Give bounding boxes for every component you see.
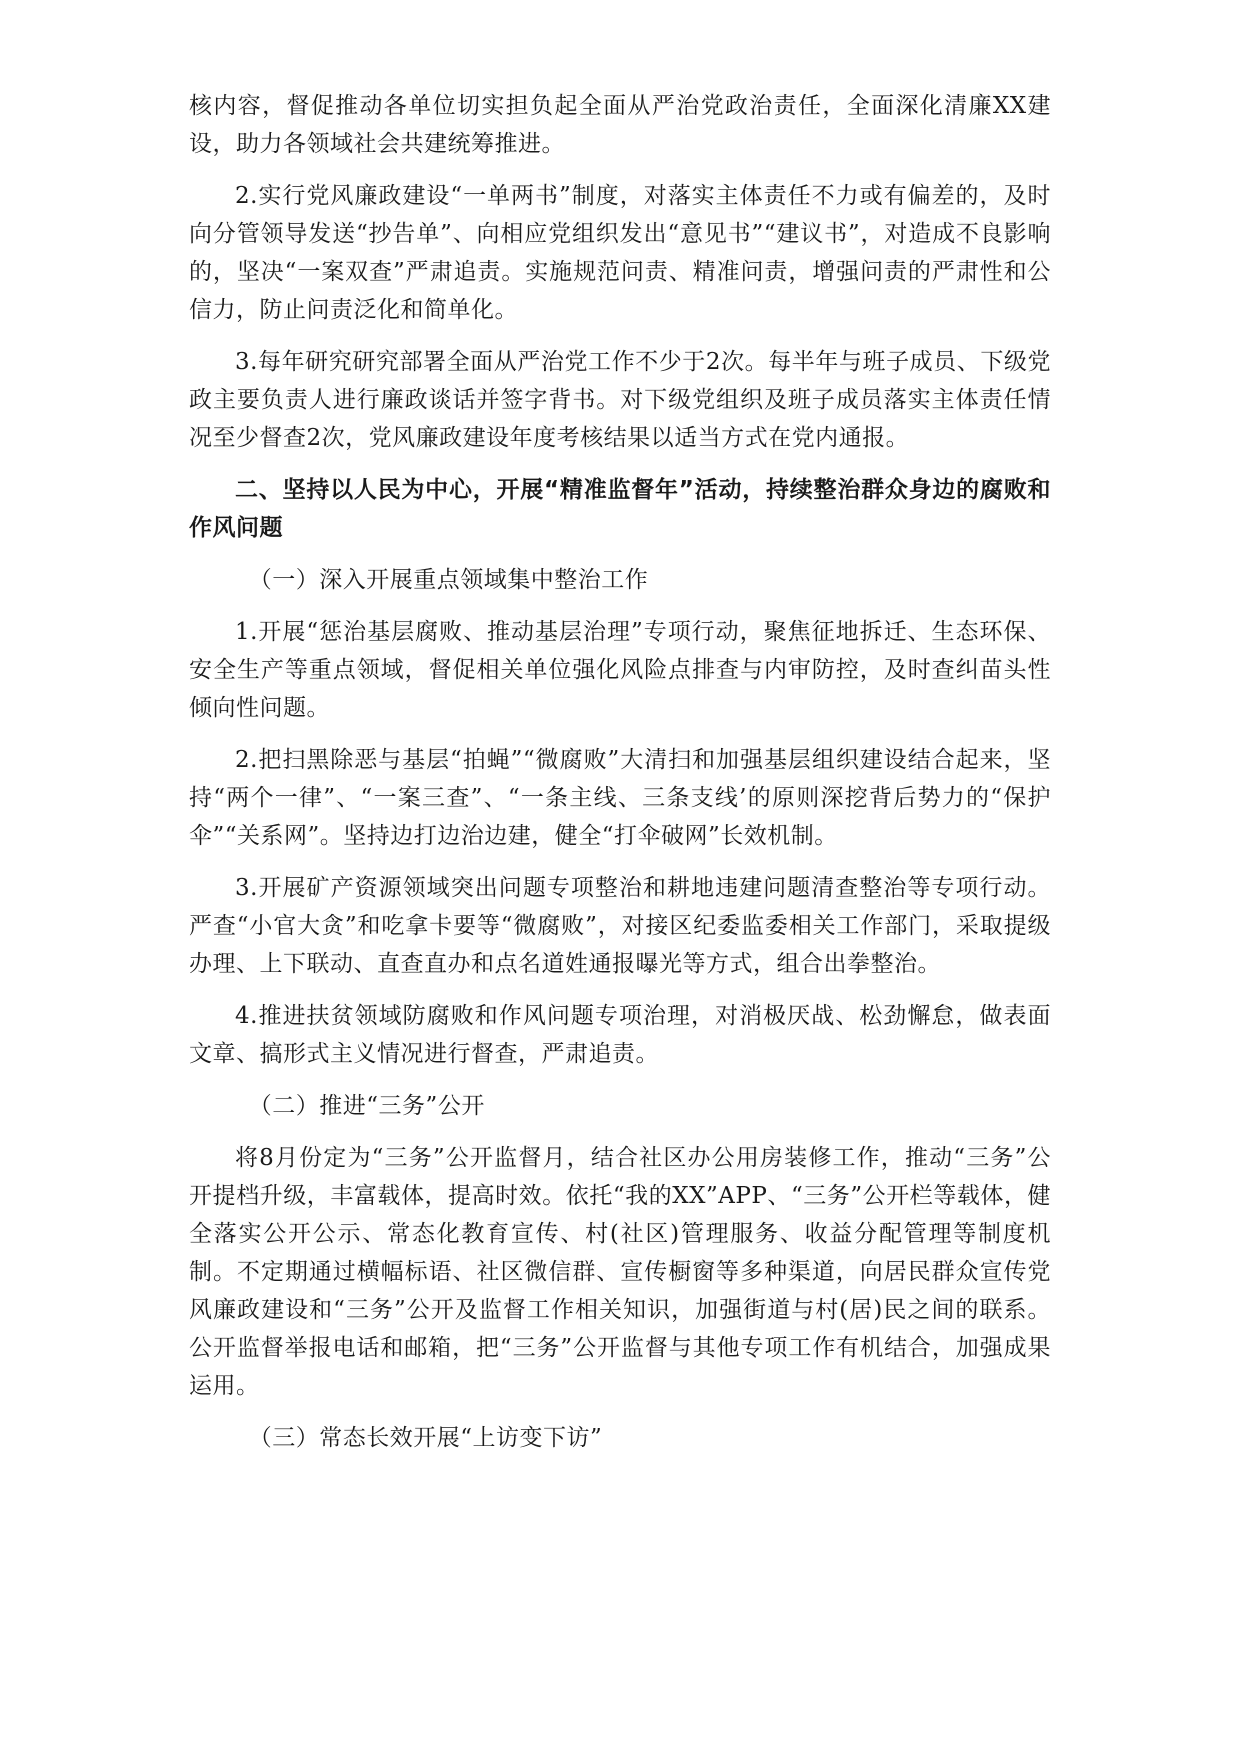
subsection-heading-3: （三）常态长效开展“上访变下访”	[248, 1425, 603, 1451]
paragraph-item-3: 3.每年研究研究部署全面从严治党工作不少于2次。每半年与班子成员、下级党政主要负责人进行廉政谈话并签字背书。对下级党组织及班子成员落实主体责任情况至少督查2次，党风廉政建设年度考核结果以适当方式在党内通报。	[189, 349, 1051, 451]
paragraph-item-1: 1.开展“惩治基层腐败、推动基层治理”专项行动，聚焦征地拆迁、生态环保、安全生产等重点领域，督促相关单位强化风险点排查与内审防控，及时查纠苗头性倾向性问题。	[189, 619, 1051, 721]
paragraph-item-2: 2.实行党风廉政建设“一单两书”制度，对落实主体责任不力或有偏差的，及时向分管领导发送“抄告单”、向相应党组织发出“意见书”“建议书”，对造成不良影响的，坚决“一案双查”严肃追责。实施规范问责、精准问责，增强问责的严肃性和公信力，防止问责泛化和简单化。	[189, 183, 1051, 323]
subsection-heading-2: （二）推进“三务”公开	[248, 1093, 485, 1119]
paragraph-item-4: 4.推进扶贫领域防腐败和作风问题专项治理，对消极厌战、松劲懈怠，做表面文章、搞形式主义情况进行督查，严肃追责。	[189, 1003, 1051, 1067]
document-page	[189, 87, 1051, 1471]
subsection-heading-1: （一）深入开展重点领域集中整治工作	[248, 567, 649, 593]
paragraph-item-2b: 2.把扫黑除恶与基层“拍蝇”“微腐败”大清扫和加强基层组织建设结合起来，坚持“两个一律”、“一案三查”、“一条主线、三条支线’的原则深挖背后势力的“保护伞”“关系网”。坚持边打边治边建，健全“打伞破网”长效机制。	[189, 747, 1051, 849]
paragraph-continuation: 核内容，督促推动各单位切实担负起全面从严治党政治责任，全面深化清廉XX建设，助力各领域社会共建统筹推进。	[189, 93, 1051, 157]
paragraph-three-affairs: 将8月份定为“三务”公开监督月，结合社区办公用房装修工作，推动“三务”公开提档升级，丰富载体，提高时效。依托“我的XX”APP、“三务”公开栏等载体，健全落实公开公示、常态化教育宣传、村(社区)管理服务、收益分配管理等制度机制。不定期通过横幅标语、社区微信群、宣传橱窗等多种渠道，向居民群众宣传党风廉政建设和“三务”公开及监督工作相关知识，加强街道与村(居)民之间的联系。公开监督举报电话和邮箱，把“三务”公开监督与其他专项工作有机结合，加强成果运用。	[189, 1145, 1051, 1399]
section-heading-2: 二、坚持以人民为中心，开展“精准监督年”活动，持续整治群众身边的腐败和作风问题	[189, 477, 1051, 541]
paragraph-item-3b: 3.开展矿产资源领域突出问题专项整治和耕地违建问题清查整治等专项行动。严查“小官大贪”和吃拿卡要等“微腐败”，对接区纪委监委相关工作部门，采取提级办理、上下联动、直查直办和点名道姓通报曝光等方式，组合出拳整治。	[189, 875, 1051, 977]
